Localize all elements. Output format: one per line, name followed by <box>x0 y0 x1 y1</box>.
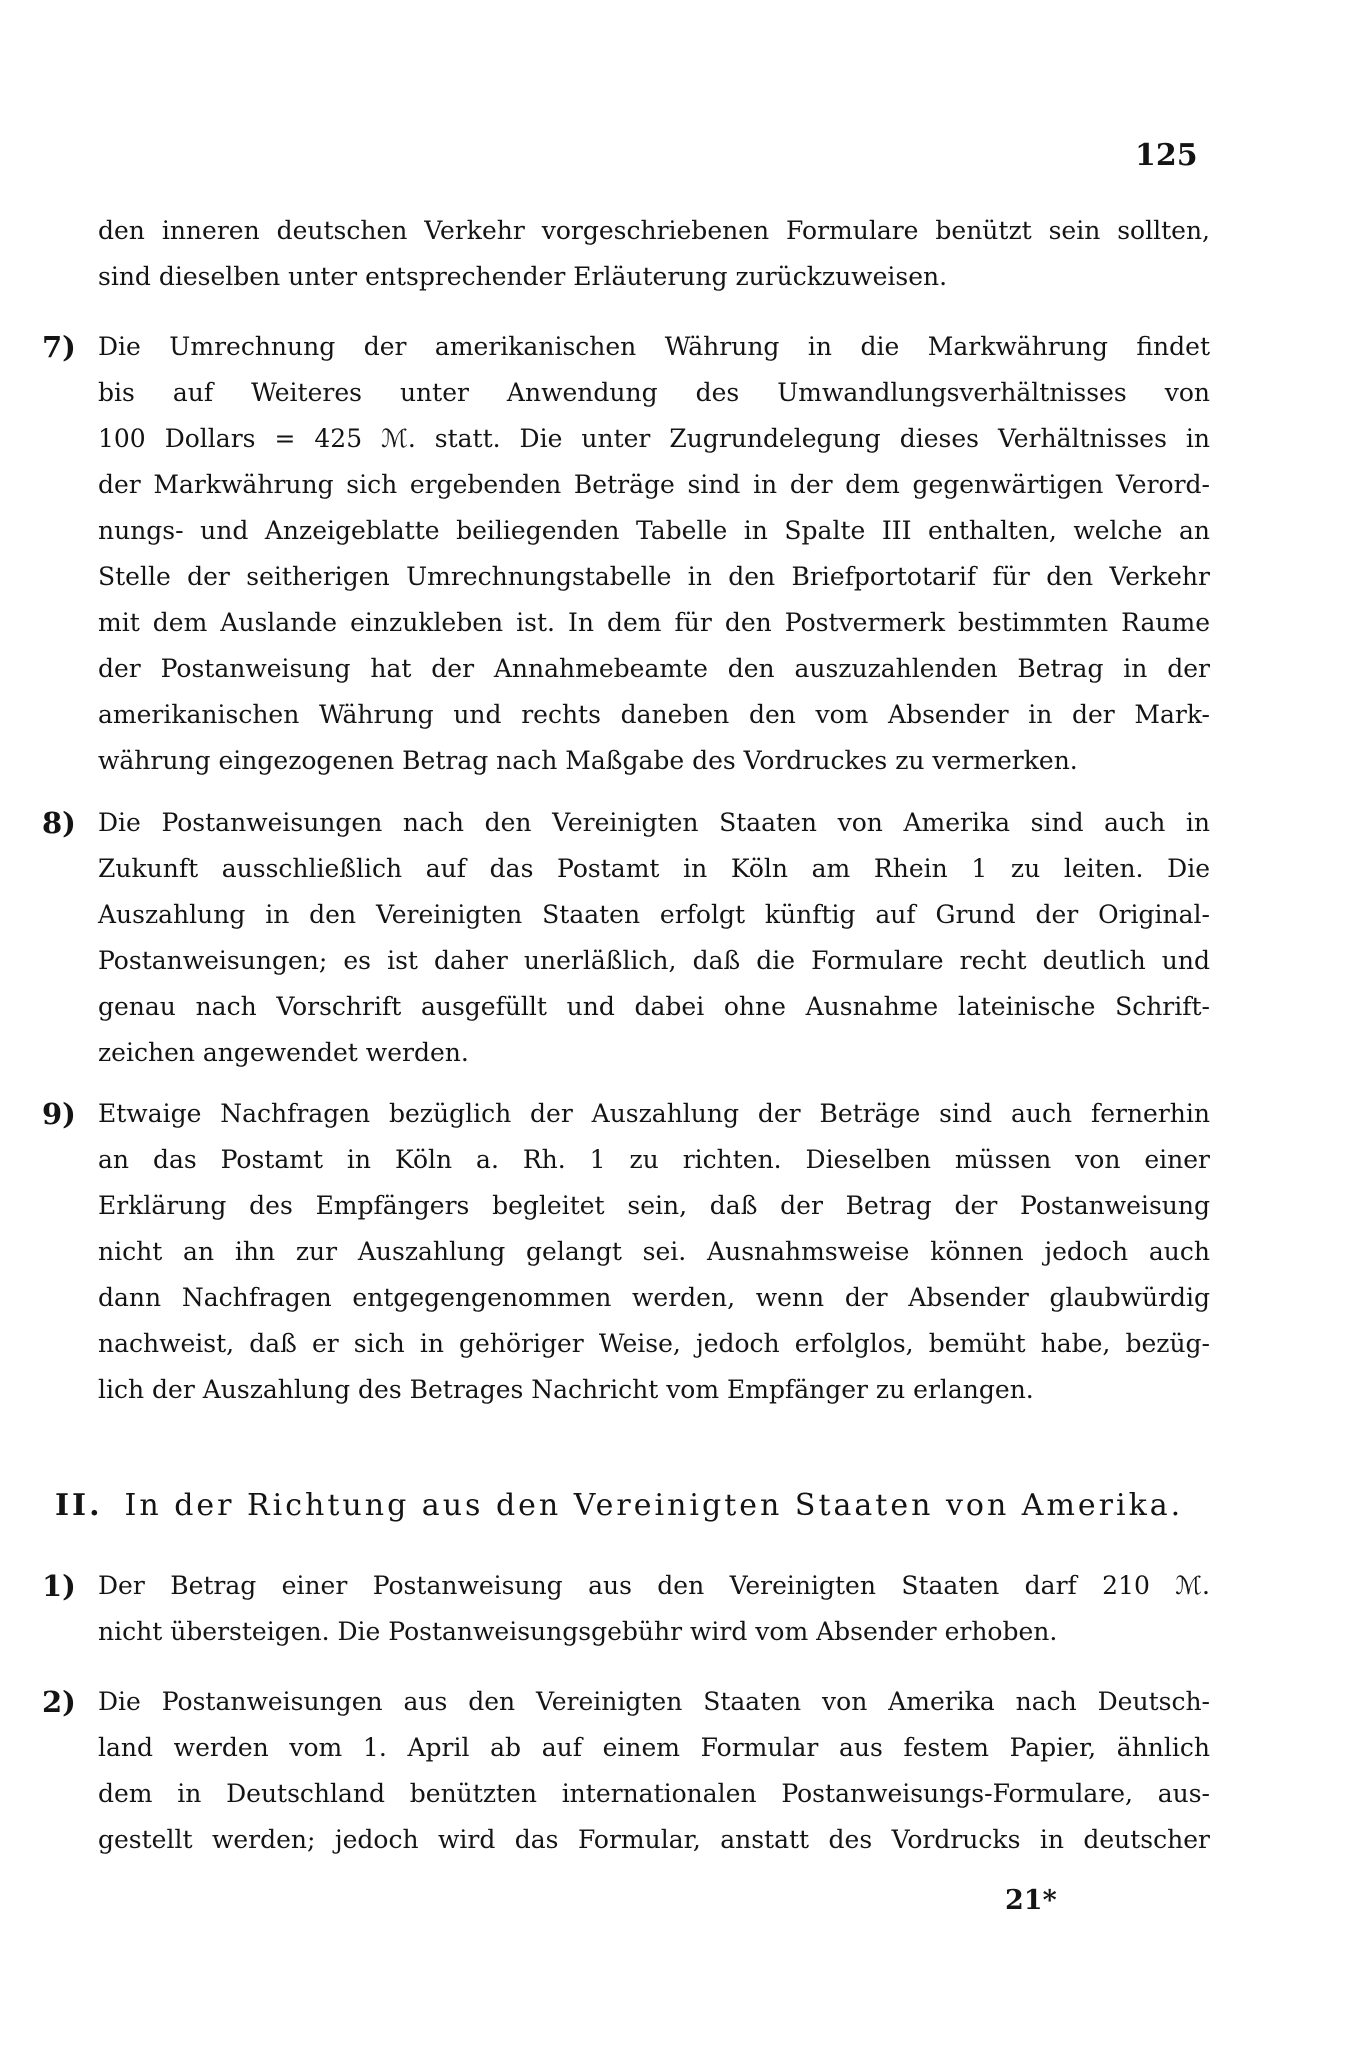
text-line: Die Postanweisungen aus den Vereinigten Staaten von Amerika nach Deutsch- <box>98 1687 1210 1716</box>
text-line: Der Betrag einer Postanweisung aus den Vereinigten Staaten darf 210 ℳ. <box>98 1571 1210 1600</box>
text-line: nachweist, daß er sich in gehöriger Weise, jedoch erfolglos, bemüht habe, bezüg- <box>98 1329 1210 1358</box>
text-line: der Markwährung sich ergebenden Beträge sind in der dem gegenwärtigen Verord- <box>98 470 1210 499</box>
text-line: bis auf Weiteres unter Anwendung des Umwandlungsverhältnisses von <box>98 378 1210 407</box>
text-line: Die Postanweisungen nach den Vereinigten Staaten von Amerika sind auch in <box>98 808 1210 837</box>
text-line: gestellt werden; jedoch wird das Formular, anstatt des Vordrucks in deutscher <box>98 1825 1210 1854</box>
text-line: Zukunft ausschließlich auf das Postamt in Köln am Rhein 1 zu leiten. Die <box>98 854 1210 883</box>
section-marker-8: 8) <box>42 806 76 840</box>
section-marker-9: 9) <box>42 1097 76 1131</box>
section-marker-7: 7) <box>42 330 76 364</box>
text-line: lich der Auszahlung des Betrages Nachricht vom Empfänger zu erlangen. <box>98 1375 1034 1404</box>
text-line: Erklärung des Empfängers begleitet sein, daß der Betrag der Postanweisung <box>98 1191 1210 1220</box>
text-line: amerikanischen Währung und rechts daneben den vom Absender in der Mark- <box>98 700 1210 729</box>
text-line: Stelle der seitherigen Umrechnungstabelle in den Briefportotarif für den Verkehr <box>98 562 1210 591</box>
text-line: Die Umrechnung der amerikanischen Währung in die Markwährung findet <box>98 332 1210 361</box>
text-line: mit dem Auslande einzukleben ist. In dem für den Postvermerk bestimmten Raume <box>98 608 1210 637</box>
text-line: den inneren deutschen Verkehr vorgeschriebenen Formulare benützt sein sollten, <box>98 216 1210 245</box>
text-line: währung eingezogenen Betrag nach Maßgabe des Vordruckes zu vermerken. <box>98 746 1078 775</box>
text-line: Postanweisungen; es ist daher unerläßlich, daß die Formulare recht deutlich und <box>98 946 1210 975</box>
signature-mark: 21* <box>1005 1885 1057 1916</box>
text-line: an das Postamt in Köln a. Rh. 1 zu richten. Dieselben müssen von einer <box>98 1145 1210 1174</box>
text-line: zeichen angewendet werden. <box>98 1038 469 1067</box>
text-line: genau nach Vorschrift ausgefüllt und dabei ohne Ausnahme lateinische Schrift- <box>98 992 1210 1021</box>
text-line: nungs- und Anzeigeblatte beiliegenden Tabelle in Spalte III enthalten, welche an <box>98 516 1210 545</box>
text-line: nicht übersteigen. Die Postanweisungsgebühr wird vom Absender erhoben. <box>98 1617 1058 1646</box>
text-line: Auszahlung in den Vereinigten Staaten erfolgt künftig auf Grund der Original- <box>98 900 1210 929</box>
text-line: nicht an ihn zur Auszahlung gelangt sei. Ausnahmsweise können jedoch auch <box>98 1237 1210 1266</box>
heading-roman: II. <box>55 1488 103 1523</box>
text-line: der Postanweisung hat der Annahmebeamte den auszuzahlenden Betrag in der <box>98 654 1210 683</box>
page-number: 125 <box>1135 138 1198 173</box>
section-heading <box>55 1488 1183 1523</box>
section-marker-1: 1) <box>42 1569 76 1603</box>
text-line: land werden vom 1. April ab auf einem Formular aus festem Papier, ähnlich <box>98 1733 1210 1762</box>
text-line: sind dieselben unter entsprechender Erläuterung zurückzuweisen. <box>98 262 948 291</box>
section-marker-2: 2) <box>42 1685 76 1719</box>
text-line: dann Nachfragen entgegengenommen werden, wenn der Absender glaubwürdig <box>98 1283 1210 1312</box>
text-line: dem in Deutschland benützten internationalen Postanweisungs-Formulare, aus- <box>98 1779 1210 1808</box>
heading-text: In der Richtung aus den Vereinigten Staaten von Amerika. <box>124 1488 1184 1523</box>
text-line: 100 Dollars = 425 ℳ. statt. Die unter Zugrundelegung dieses Verhältnisses in <box>98 424 1210 453</box>
text-line: Etwaige Nachfragen bezüglich der Auszahlung der Beträge sind auch fernerhin <box>98 1099 1210 1128</box>
